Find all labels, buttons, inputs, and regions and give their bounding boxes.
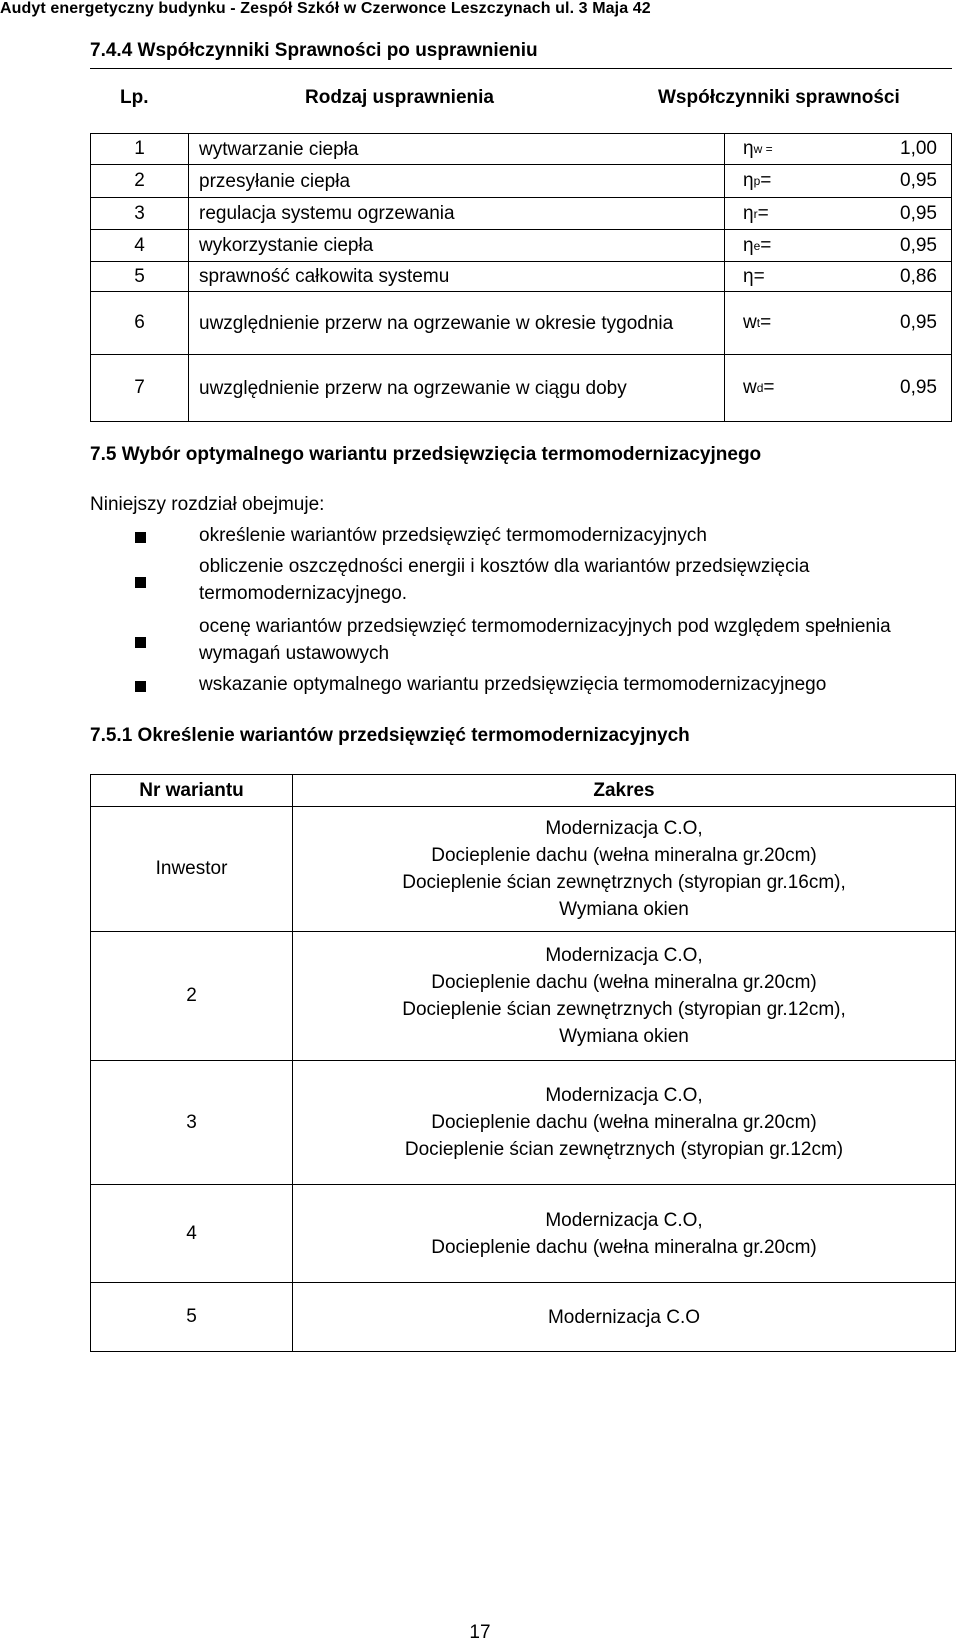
- table-row: [91, 262, 951, 292]
- variant-scope: Modernizacja C.O, Docieplenie dachu (wełna mineralna gr.20cm) Docieplenie ścian zewnętrznych (styropian gr.12cm): [404, 1085, 844, 1160]
- row-name: regulacja systemu ogrzewania: [199, 203, 455, 224]
- row-name: sprawność całkowita systemu: [199, 266, 450, 287]
- variant-nr: 3: [91, 1061, 293, 1184]
- efficiency-section-title: 7.4.4 Współczynniki Sprawności po usprawnieniu: [90, 40, 538, 61]
- variant-nr: Inwestor: [91, 807, 293, 931]
- variant-scope: Modernizacja C.O: [547, 1306, 701, 1328]
- variants-table: [90, 774, 956, 1352]
- table-row: [91, 932, 955, 1061]
- table-row: [91, 165, 951, 198]
- row-symbol: η =: [724, 262, 824, 291]
- row-lp: 5: [91, 262, 189, 291]
- bullet-icon: [135, 577, 146, 588]
- variant-scope: Modernizacja C.O, Docieplenie dachu (wełna mineralna gr.20cm): [431, 1209, 817, 1258]
- row-lp: 2: [91, 165, 189, 197]
- efficiency-table: [90, 134, 952, 422]
- selection-intro: Niniejszy rozdział obejmuje:: [90, 494, 325, 515]
- efficiency-table-header: [90, 68, 952, 134]
- page-number: 17: [469, 1622, 491, 1640]
- table-row: [91, 1185, 955, 1283]
- table-header-row: [91, 775, 955, 807]
- row-value: 0,95: [900, 234, 937, 256]
- variant-nr: 5: [91, 1283, 293, 1351]
- row-name: przesyłanie ciepła: [199, 170, 351, 192]
- variants-section-title: 7.5.1 Określenie wariantów przedsięwzięć termomodernizacyjnych: [90, 725, 690, 746]
- row-lp: 7: [91, 355, 189, 421]
- variant-scope: Modernizacja C.O, Docieplenie dachu (wełna mineralna gr.20cm) Docieplenie ścian zewnętrznych (styropian gr.16cm), Wymiana okien: [402, 818, 846, 920]
- row-lp: 1: [91, 134, 189, 164]
- table-row: [91, 230, 951, 262]
- column-header-type: Rodzaj usprawnienia: [305, 87, 494, 108]
- row-value: 0,95: [900, 170, 937, 191]
- table-row: [91, 198, 951, 230]
- row-lp: 6: [91, 292, 189, 354]
- row-value: 0,95: [900, 377, 937, 398]
- row-name: wykorzystanie ciepła: [199, 235, 374, 256]
- row-symbol: w t =: [724, 292, 824, 354]
- document-header: Audyt energetyczny budynku - Zespół Szkół w Czerwonce Leszczynach ul. 3 Maja 42: [0, 0, 651, 17]
- row-symbol: η w =: [724, 134, 824, 164]
- row-name: wytwarzanie ciepła: [199, 138, 359, 160]
- table-row: [91, 1283, 955, 1351]
- row-lp: 3: [91, 198, 189, 229]
- row-symbol: w d =: [724, 355, 824, 421]
- variant-scope: Modernizacja C.O, Docieplenie dachu (wełna mineralna gr.20cm) Docieplenie ścian zewnętrznych (styropian gr.12cm), Wymiana okien: [402, 945, 846, 1047]
- row-value: 0,95: [900, 202, 937, 224]
- bullet-icon: [135, 681, 146, 692]
- selection-section-title: 7.5 Wybór optymalnego wariantu przedsięwzięcia termomodernizacyjnego: [90, 444, 762, 465]
- table-row: [91, 292, 951, 355]
- column-header-coeff: Współczynniki sprawności: [658, 87, 900, 108]
- column-header-lp: Lp.: [120, 87, 149, 108]
- row-value: 0,86: [900, 265, 937, 287]
- row-symbol: η e =: [724, 230, 824, 261]
- column-header-nr: Nr wariantu: [91, 775, 293, 806]
- table-row: [91, 355, 951, 421]
- table-row: [91, 807, 955, 932]
- table-row: [91, 134, 951, 165]
- bullet-icon: [135, 637, 146, 648]
- variant-nr: 4: [91, 1185, 293, 1282]
- row-value: 0,95: [900, 312, 937, 333]
- table-row: [91, 1061, 955, 1185]
- variant-nr: 2: [91, 932, 293, 1060]
- row-symbol: η p =: [724, 165, 824, 197]
- row-symbol: η r =: [724, 198, 824, 229]
- row-name: uwzględnienie przerw na ogrzewanie w ciągu doby: [199, 377, 627, 399]
- bullet-icon: [135, 532, 146, 543]
- column-header-scope: Zakres: [593, 780, 655, 801]
- row-name: uwzględnienie przerw na ogrzewanie w okresie tygodnia: [199, 312, 674, 334]
- row-value: 1,00: [900, 138, 937, 159]
- row-lp: 4: [91, 230, 189, 261]
